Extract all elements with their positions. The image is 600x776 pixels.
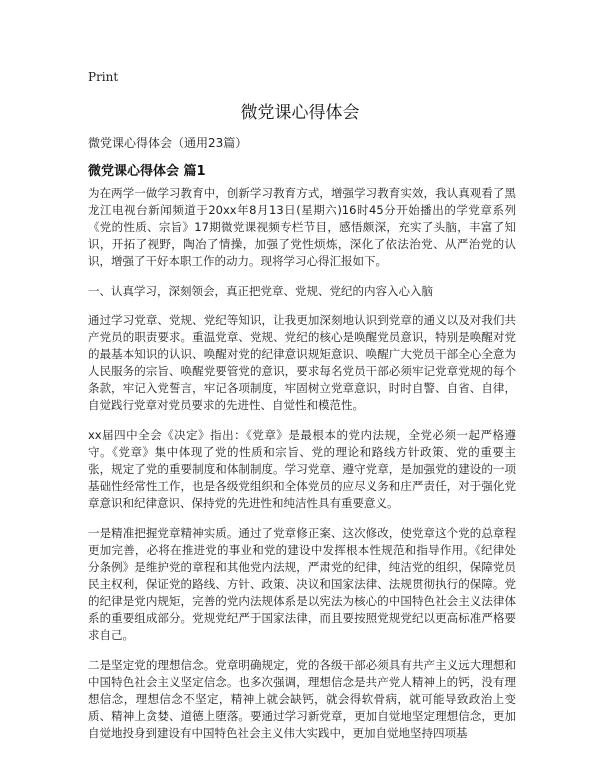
print-link[interactable]: Print [88, 70, 119, 84]
document-title: 微党课心得体会 [240, 103, 360, 123]
paragraph: 二是坚定党的理想信念。党章明确规定，党的各级干部必须具有共产主义远大理想和中国特色社会主义坚定信念。也多次强调，理想信念是共产党人精神上的钙，没有理想信念，理想信念不坚定，精神上就会缺钙，就会得软骨病，就可能导致政治上变质、精神上贪婪、道德上堕落。要通过学习新党章，更加自觉地坚定理想信念，更加自觉地投身到建设有中国特色社会主义伟大实践中，更加自觉地坚持四项基 [88, 658, 516, 740]
section-heading: 微党课心得体会 篇1 [88, 164, 206, 179]
paragraph-intro: 为在两学一做学习教育中，创新学习教育方式，增强学习教育实效，我认真观看了黑龙江电视台新闻频道于20xx年8月13日(星期六)16时45分开始播出的学党章系列《党的性质、宗旨》17期微党课视频专栏节目，感悟颇深，充实了头脑，丰富了知识，开拓了视野，陶冶了情操，加强了党性烦炼，深化了依法治党、从严治党的认识，增强了干好本职工作的动力。现将学习心得汇报如下。 [88, 186, 516, 268]
paragraph: 通过学习党章、党规、党纪等知识，让我更加深刻地认识到党章的通义以及对我们共产党员的职责要求。重温党章、党规、党纪的核心是唤醒党员意识，特别是唤醒对党的最基本知识的认识、唤醒对党的纪律意识规矩意识、唤醒广大党员干部全心全意为人民服务的宗旨、唤醒党要管党的意识，要求每名党员干部必须牢记党章党规的每个条款，牢记入党誓言，牢记各项制度，牢固树立党章意识，时时自警、自省、自律，自觉践行党章对党员要求的先进性、自觉性和模范性。 [88, 313, 516, 412]
paragraph: xx届四中全会《决定》指出：《党章》是最根本的党内法规，全党必须一起严格遵守。《党章》集中体现了党的性质和宗旨、党的理论和路线方针政策、党的重要主张，规定了党的重要制度和体制制度。学习党章、遵守党章，是加强党的建设的一项基础性经常性工作，也是各级党组织和全体党员的应尽义务和庄严责任，对于强化党章意识和纪律意识、保持党的先进性和纯洁性具有重要意义。 [88, 428, 516, 510]
paragraph: 一是精准把握党章精神实质。通过了党章修正案、这次修改，使党章这个党的总章程更加完善，必将在推进党的事业和党的建设中发挥根本性规范和指导作用。《纪律处分条例》是维护党的章程和其他党内法规，严肃党的纪律，纯洁党的组织，保障党员民主权利，保证党的路线、方针、政策、决议和国家法律、法规贯彻执行的保障。党的纪律是党内规矩，完善的党内法规体系是以宪法为核心的中国特色社会主义法律体系的重要组成部分。党规党纪严于国家法律，而且要按照党规党纪以更高标准严格要求自己。 [88, 526, 516, 642]
document-body [88, 185, 516, 755]
document-subtitle: 微党课心得体会（通用23篇） [88, 136, 248, 150]
paragraph-subheading: 一、认真学习，深刻领会，真正把党章、党规、党纪的内容入心入脑 [88, 284, 433, 298]
